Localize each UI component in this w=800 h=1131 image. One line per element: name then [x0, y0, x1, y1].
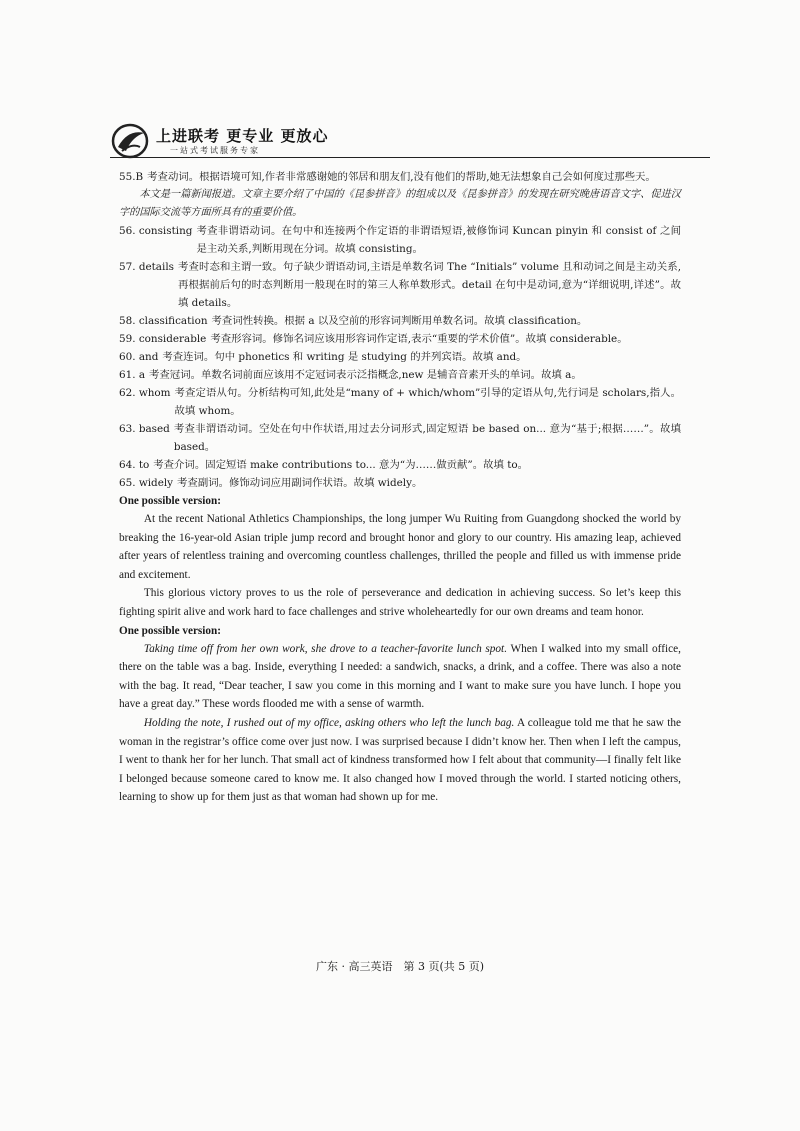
brand-subtitle: 一站式考试服务专家 [170, 146, 260, 155]
answer-item [119, 474, 681, 492]
answer-number: 59. considerable [119, 333, 207, 345]
answer-explanation: 考查形容词。修饰名词应该用形容词作定语,表示“重要的学术价值”。故填 considerable。 [210, 333, 628, 345]
header [110, 121, 710, 161]
essay2-p2-lead: Holding the note, I rushed out of my office, asking others who left the lunch bag. [143, 716, 515, 729]
essay1-title: One possible version: [119, 495, 221, 507]
answer-number: 60. and [119, 351, 159, 363]
answer-item [119, 168, 681, 186]
answer-list [119, 168, 681, 492]
answer-explanation: 考查冠词。单数名词前面应该用不定冠词表示泛指概念,new 是辅音音素开头的单词。故填 a。 [149, 369, 582, 381]
answer-item [119, 384, 681, 420]
answer-explanation: 考查介词。固定短语 make contributions to... 意为“为……做贡献”。故填 to。 [153, 459, 529, 471]
essay2-p1-rest: When I walked into my small office, there on the table was a bag. Inside, everything I needed: a sandwich, snacks, a drink, and a coffee. There was also a note with the bag. It read, “Dear teacher, I saw you come in this morning and I want to make sure you have lunch. I hope you have a great day.” These words flooded me with a sense of warmth. [119, 642, 681, 711]
answer-item [119, 348, 681, 366]
answer-explanation: 考查词性转换。根据 a 以及空前的形容词判断用单数名词。故填 classification。 [211, 315, 588, 327]
answer-number: 62. whom [119, 387, 171, 399]
answer-content [119, 168, 681, 807]
answer-item [119, 456, 681, 474]
answer-explanation: 考查连词。句中 phonetics 和 writing 是 studying 的并列宾语。故填 and。 [162, 351, 527, 363]
essay2-title: One possible version: [119, 624, 221, 637]
answer-number: 64. to [119, 459, 150, 471]
answer-number: 57. details [119, 261, 174, 273]
answer-explanation: 考查副词。修饰动词应用副词作状语。故填 widely。 [177, 477, 423, 489]
answer-explanation: 考查动词。根据语境可知,作者非常感谢她的邻居和朋友们,没有他们的帮助,她无法想象自己会如何度过那些天。 [147, 171, 656, 183]
essay1-paragraph-1: At the recent National Athletics Championships, the long jumper Wu Ruiting from Guangdong shocked the world by breaking the 16-year-old Asian triple jump record and brought honor and glory to our country. His amazing leap, achieved after years of relentless training and overcoming countless challenges, thrilled the people and filled us with immense pride and excitement. [119, 513, 681, 581]
answer-item [119, 330, 681, 348]
answer-number: 65. widely [119, 477, 174, 489]
essay2-paragraph-1 [119, 640, 681, 714]
answer-explanation: 考查非谓语动词。空处在句中作状语,用过去分词形式,固定短语 be based on... 意为“基于;根据……”。故填 based。 [173, 423, 681, 453]
passage-summary: 本文是一篇新闻报道。文章主要介绍了中国的《昆参拼音》的组成以及《昆参拼音》的发现在研究晚唐语音文字、促进汉字的国际交流等方面所具有的重要价值。 [119, 189, 681, 218]
essay1-paragraph-2: This glorious victory proves to us the role of perseverance and dedication in achieving success. So let’s keep this fighting spirit alive and work hard to face challenges and strive wholeheartedly for our own dreams and team honor. [119, 587, 681, 618]
answer-number: 58. classification [119, 315, 208, 327]
essay2-paragraph-2 [119, 714, 681, 807]
page-footer: 广东 · 高三英语 第 3 页(共 5 页) [315, 960, 485, 973]
logo-icon [110, 121, 152, 161]
answer-item [119, 366, 681, 384]
essay2-p1-lead: Taking time off from her own work, she drove to a teacher-favorite lunch spot. [143, 642, 508, 655]
answer-number: 63. based [119, 423, 170, 435]
answer-item [119, 258, 681, 312]
brand-slogan: 上进联考 更专业 更放心 [156, 127, 329, 145]
answer-number: 56. consisting [119, 225, 193, 237]
essay2-p2-rest: A colleague told me that he saw the woman in the registrar’s office come over just now. I was surprised because I didn’t know her. Then when I left the campus, I went to thank her for her lunch. That small act of kindness transformed how I felt about that community—I finally felt like I belonged because someone cared to know me. It also changed how I moved through the world. I started noticing others, learning to show up for them just as that woman had shown up for me. [119, 716, 681, 804]
answer-item [119, 420, 681, 456]
answer-explanation: 考查时态和主谓一致。句子缺少谓语动词,主语是单数名词 The “Initials” volume 且和动词之间是主动关系,再根据前后句的时态判断用一般现在时的第三人称单数形式。detail 在句中是动词,意为“详细说明,详述”。故填 details。 [177, 261, 681, 309]
answer-number: 55.B [119, 171, 144, 183]
answer-explanation: 考查定语从句。分析结构可知,此处是“many of + which/whom”引导的定语从句,先行词是 scholars,指人。故填 whom。 [174, 387, 681, 417]
answer-explanation: 考查非谓语动词。在句中和连接两个作定语的非谓语短语,被修饰词 Kuncan pinyin 和 consist of 之间是主动关系,判断用现在分词。故填 consisting。 [196, 225, 681, 255]
answer-item [119, 222, 681, 258]
header-rule [110, 157, 710, 158]
answer-number: 61. a [119, 369, 146, 381]
answer-item [119, 312, 681, 330]
